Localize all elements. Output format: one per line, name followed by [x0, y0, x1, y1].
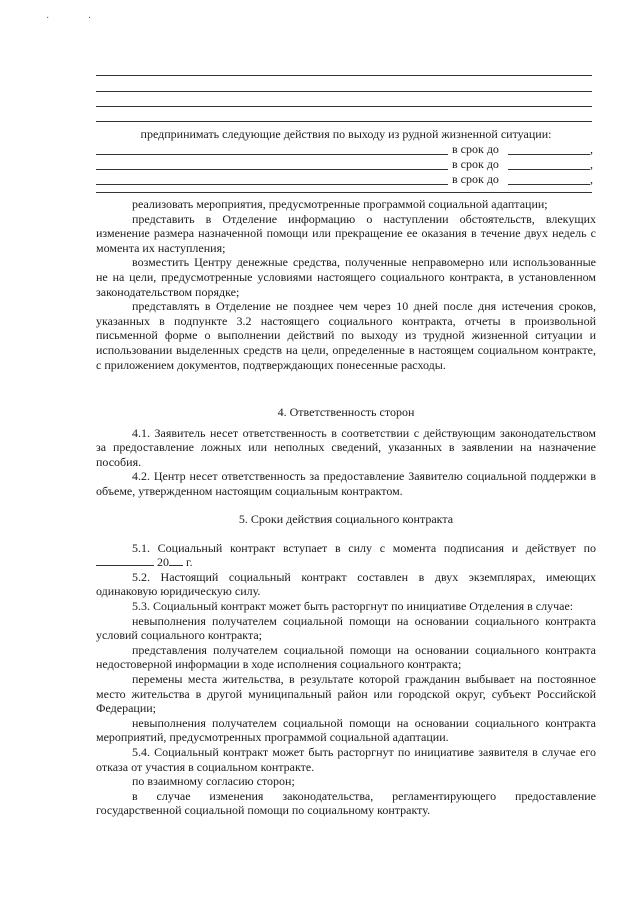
deadline-comma: , [590, 172, 593, 186]
obligation-item: представить в Отделение информацию о наступлении обстоятельств, влекущих изменение размера назначенной помощи или прекращение ее оказания в течение двух недель с момента их наступления; [96, 211, 596, 255]
section-5-p1 [96, 541, 596, 570]
term-year-suffix: г. [186, 555, 193, 570]
clause-5-1-text: 5.1. Социальный контракт вступает в силу с момента подписания и действует по [132, 540, 596, 555]
blank-line [96, 192, 592, 193]
section-4-title: 4. Ответственность сторон [277, 405, 415, 419]
termination-case: невыполнения получателем социальной помощи на основании социального контракта мероприятий, предусмотренных программой социальной адаптации. [96, 715, 596, 745]
term-year-prefix: 20 [157, 555, 169, 570]
termination-case: невыполнения получателем социальной помощи на основании социального контракта условий социального контракта; [96, 613, 596, 643]
date-blank [508, 184, 590, 185]
deadline-label: в срок до [452, 157, 499, 171]
blank-line [96, 75, 592, 76]
termination-case: представления получателем социальной помощи на основании социального контракта недостоверной информации в ходе исполнения социального контракта; [96, 642, 596, 672]
termination-case: по взаимному согласию сторон; [132, 774, 295, 789]
section-5 [96, 512, 596, 818]
deadline-label: в срок до [452, 172, 499, 186]
action-blank [96, 184, 448, 185]
section-5-p3: 5.3. Социальный контракт может быть расторгнут по инициативе Отделения в случае: [132, 598, 574, 613]
actions-intro: предпринимать следующие действия по выходу из рудной жизненной ситуации: [140, 127, 552, 141]
blank-line [96, 106, 592, 107]
blank-line [96, 121, 592, 122]
term-end-blank [96, 555, 154, 566]
termination-case: перемены места жительства, в результате которой гражданин выбывает на постоянное место жительства в другой муниципальный район или городской округ, субъект Российской Федерации; [96, 671, 596, 716]
scan-specks: · · [46, 13, 110, 24]
deadline-row [96, 157, 596, 172]
section-5-p2: 5.2. Настоящий социальный контракт составлен в двух экземплярах, имеющих одинаковую юридическую силу. [96, 569, 596, 599]
section-4-p2: 4.2. Центр несет ответственность за предоставление Заявителю социальной поддержки в объеме, утвержденном настоящим социальным контрактом. [96, 469, 596, 498]
termination-case: в случае изменения законодательства, регламентирующего предоставление государственной социальной помощи по социальному контракту. [96, 788, 596, 818]
action-blank [96, 169, 448, 170]
deadline-row [96, 172, 596, 187]
obligation-item: реализовать мероприятия, предусмотренные программой социальной адаптации; [132, 197, 548, 211]
deadline-row [96, 142, 596, 157]
term-year-blank [169, 555, 183, 566]
date-blank [508, 169, 590, 170]
section-5-p4: 5.4. Социальный контракт может быть расторгнут по инициативе заявителя в случае его отказа от участия в социальном контракте. [96, 744, 596, 774]
section-4-p1: 4.1. Заявитель несет ответственность в соответствии с действующим законодательством за предоставление ложных или неполных сведений, указанных в заявлении на назначение пособия. [96, 425, 596, 469]
deadline-label: в срок до [452, 142, 499, 156]
actions-intro-block [96, 127, 596, 142]
obligation-item: возместить Центру денежные средства, полученные неправомерно или использованные не на цели, предусмотренные условиями настоящего социального контракта, в установленном законодательством порядке; [96, 255, 596, 299]
deadline-comma: , [590, 157, 593, 171]
obligation-item: представлять в Отделение не позднее чем через 10 дней после дня истечения сроков, указанных в подпункте 3.2 настоящего социального контракта, отчеты в произвольной письменной форме о выполнении действий по выходу из трудной жизненной ситуации и использовании выделенных средств на цели, определенные в настоящем социальном контракте, с приложением документов, подтверждающих понесенные расходы. [96, 299, 596, 372]
action-blank [96, 154, 448, 155]
date-blank [508, 154, 590, 155]
section-4 [96, 405, 596, 499]
deadline-comma: , [590, 142, 593, 156]
obligations-block [96, 197, 596, 372]
section-5-title: 5. Сроки действия социального контракта [238, 512, 454, 526]
blank-line [96, 91, 592, 92]
